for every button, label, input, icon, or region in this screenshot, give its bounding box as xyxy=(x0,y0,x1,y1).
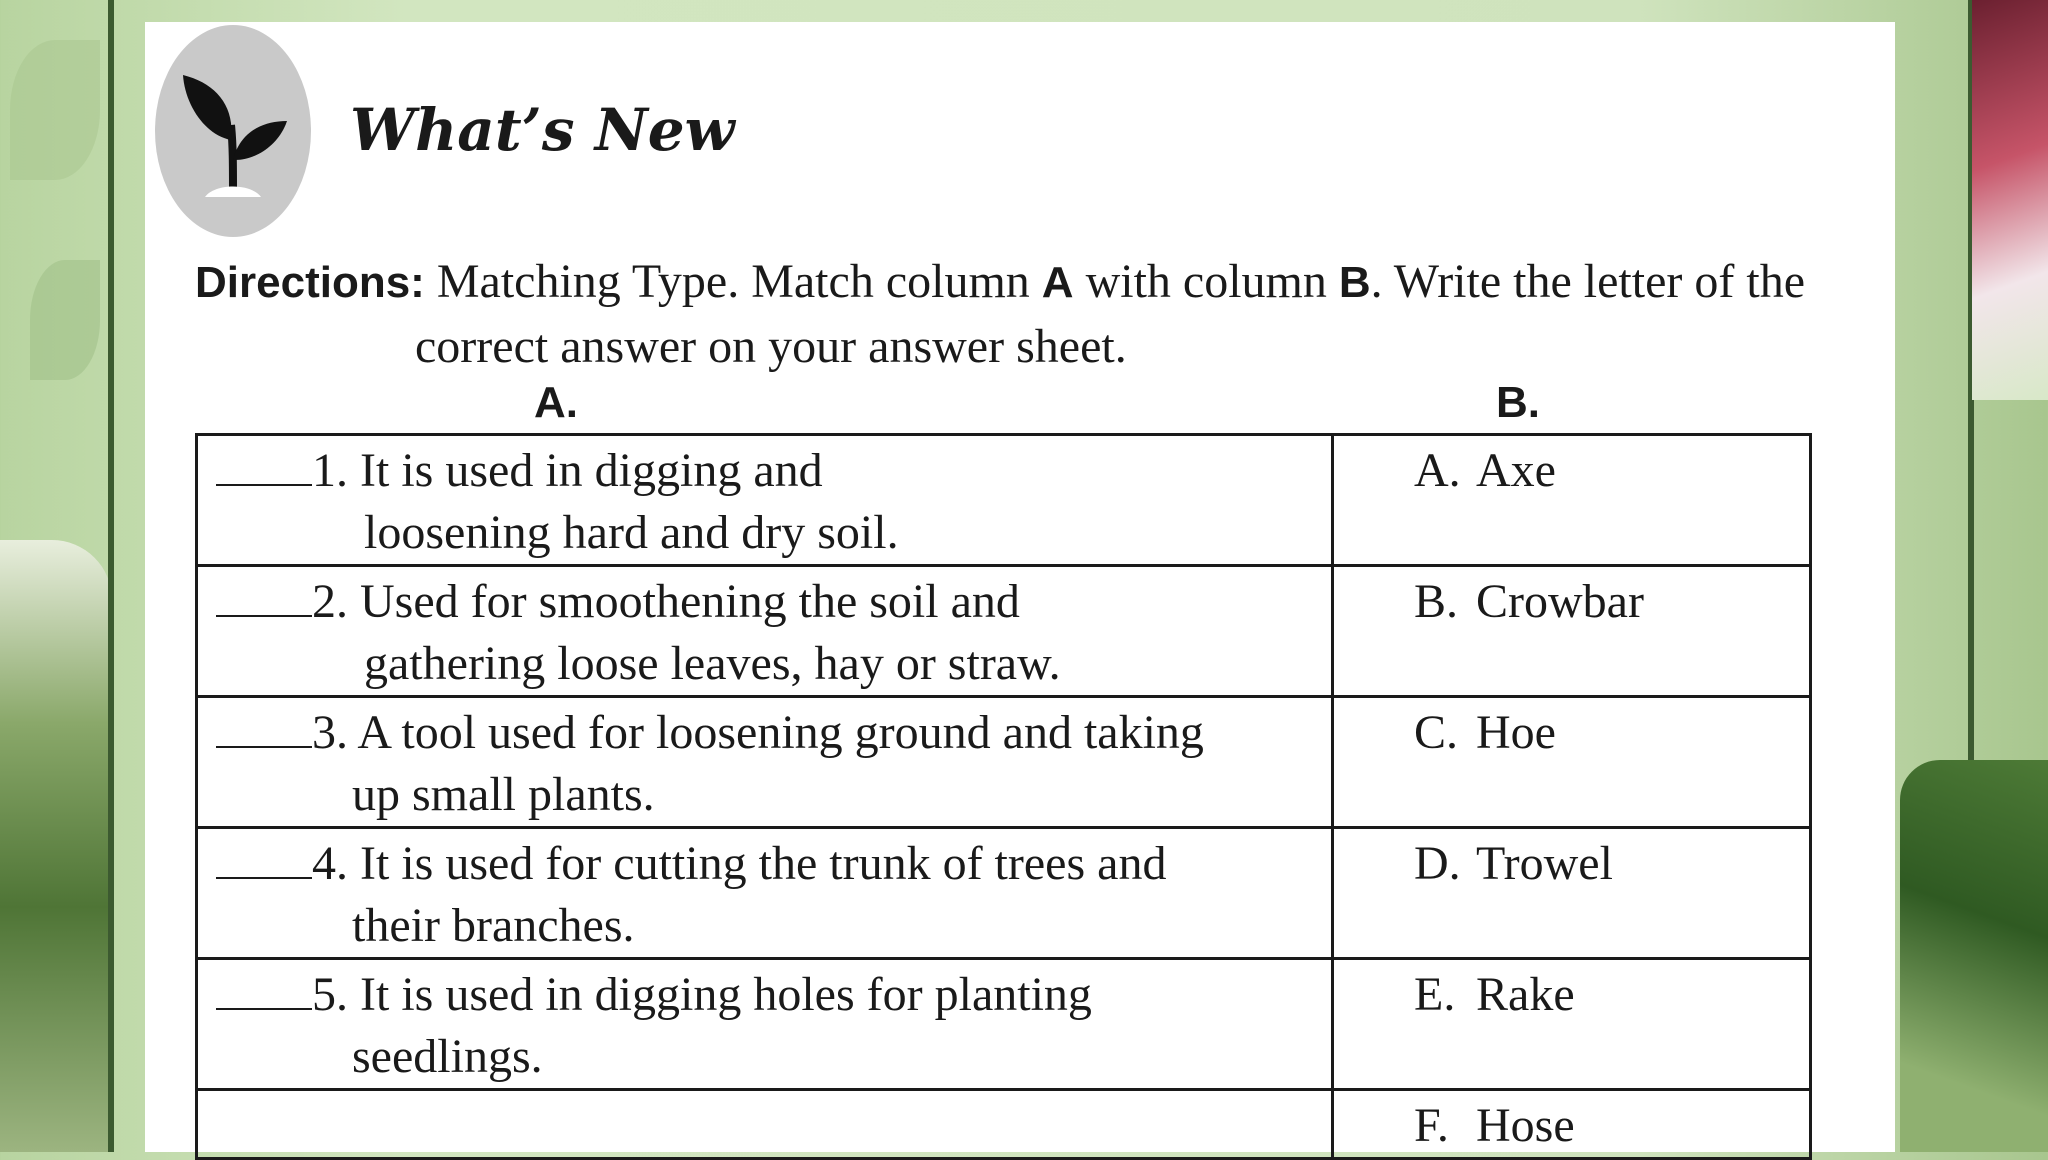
choice-letter: A. xyxy=(1414,444,1461,497)
background-leaf xyxy=(10,40,100,180)
directions-label: Directions: xyxy=(195,258,425,307)
question-cell xyxy=(197,959,1333,1090)
answer-blank[interactable] xyxy=(216,575,312,617)
choice-cell xyxy=(1333,959,1811,1090)
plant-sprout-icon xyxy=(155,25,311,237)
left-plant-illustration xyxy=(0,540,112,1152)
column-a-word: A xyxy=(1041,258,1074,307)
question-cell xyxy=(197,435,1333,566)
answer-blank[interactable] xyxy=(216,444,312,486)
answer-blank[interactable] xyxy=(216,837,312,879)
answer-blank[interactable] xyxy=(216,968,312,1010)
item-text: A tool used for loosening ground and taking xyxy=(348,706,1204,759)
choice-text: Axe xyxy=(1476,444,1556,497)
item-text: It is used in digging holes for planting xyxy=(348,968,1092,1021)
choice-text: Hose xyxy=(1476,1099,1575,1152)
section-title: What’s New xyxy=(350,96,735,164)
item-text-continued: gathering loose leaves, hay or straw. xyxy=(364,637,1061,690)
choice-letter: F. xyxy=(1414,1099,1449,1152)
directions-paragraph xyxy=(195,250,1807,379)
directions-text: Matching Type. Match column xyxy=(424,255,1042,308)
choice-text: Crowbar xyxy=(1476,575,1644,628)
choice-cell xyxy=(1333,1090,1811,1159)
directions-text: . Write the letter of the xyxy=(1370,255,1806,308)
item-text: It is used in digging and xyxy=(348,444,823,497)
choice-cell xyxy=(1333,697,1811,828)
table-row xyxy=(197,828,1811,959)
choice-text: Hoe xyxy=(1476,706,1556,759)
table-row xyxy=(197,435,1811,566)
item-text: Used for smoothening the soil and xyxy=(348,575,1020,628)
table-row xyxy=(197,959,1811,1090)
item-text-continued: up small plants. xyxy=(352,768,655,821)
column-a-heading: A. xyxy=(534,378,578,427)
column-b-word: B xyxy=(1338,258,1371,307)
question-cell xyxy=(197,566,1333,697)
directions-text: with column xyxy=(1073,255,1339,308)
garden-photo xyxy=(1900,760,2048,1152)
empty-cell xyxy=(197,1090,1333,1159)
choice-letter: D. xyxy=(1414,837,1461,890)
matching-table xyxy=(195,433,1812,1160)
item-text-continued: seedlings. xyxy=(352,1030,543,1083)
background-leaf xyxy=(30,260,100,380)
choice-cell xyxy=(1333,566,1811,697)
choice-letter: B. xyxy=(1414,575,1459,628)
directions-line-2: correct answer on your answer sheet. xyxy=(415,320,1127,373)
question-cell xyxy=(197,828,1333,959)
choice-text: Trowel xyxy=(1476,837,1613,890)
item-number: 5. xyxy=(312,968,348,1021)
item-number: 4. xyxy=(312,837,348,890)
item-number: 1. xyxy=(312,444,348,497)
left-border-strip xyxy=(108,0,114,1152)
choice-letter: E. xyxy=(1414,968,1456,1021)
item-number: 2. xyxy=(312,575,348,628)
table-row xyxy=(197,1090,1811,1159)
table-row xyxy=(197,697,1811,828)
item-text-continued: loosening hard and dry soil. xyxy=(364,506,899,559)
item-text-continued: their branches. xyxy=(352,899,635,952)
column-b-heading: B. xyxy=(1496,378,1540,427)
flower-photo xyxy=(1972,0,2048,400)
choice-cell xyxy=(1333,435,1811,566)
choice-letter: C. xyxy=(1414,706,1459,759)
item-number: 3. xyxy=(312,706,348,759)
answer-blank[interactable] xyxy=(216,706,312,748)
table-row xyxy=(197,566,1811,697)
choice-text: Rake xyxy=(1476,968,1575,1021)
question-cell xyxy=(197,697,1333,828)
choice-cell xyxy=(1333,828,1811,959)
item-text: It is used for cutting the trunk of trees and xyxy=(348,837,1167,890)
